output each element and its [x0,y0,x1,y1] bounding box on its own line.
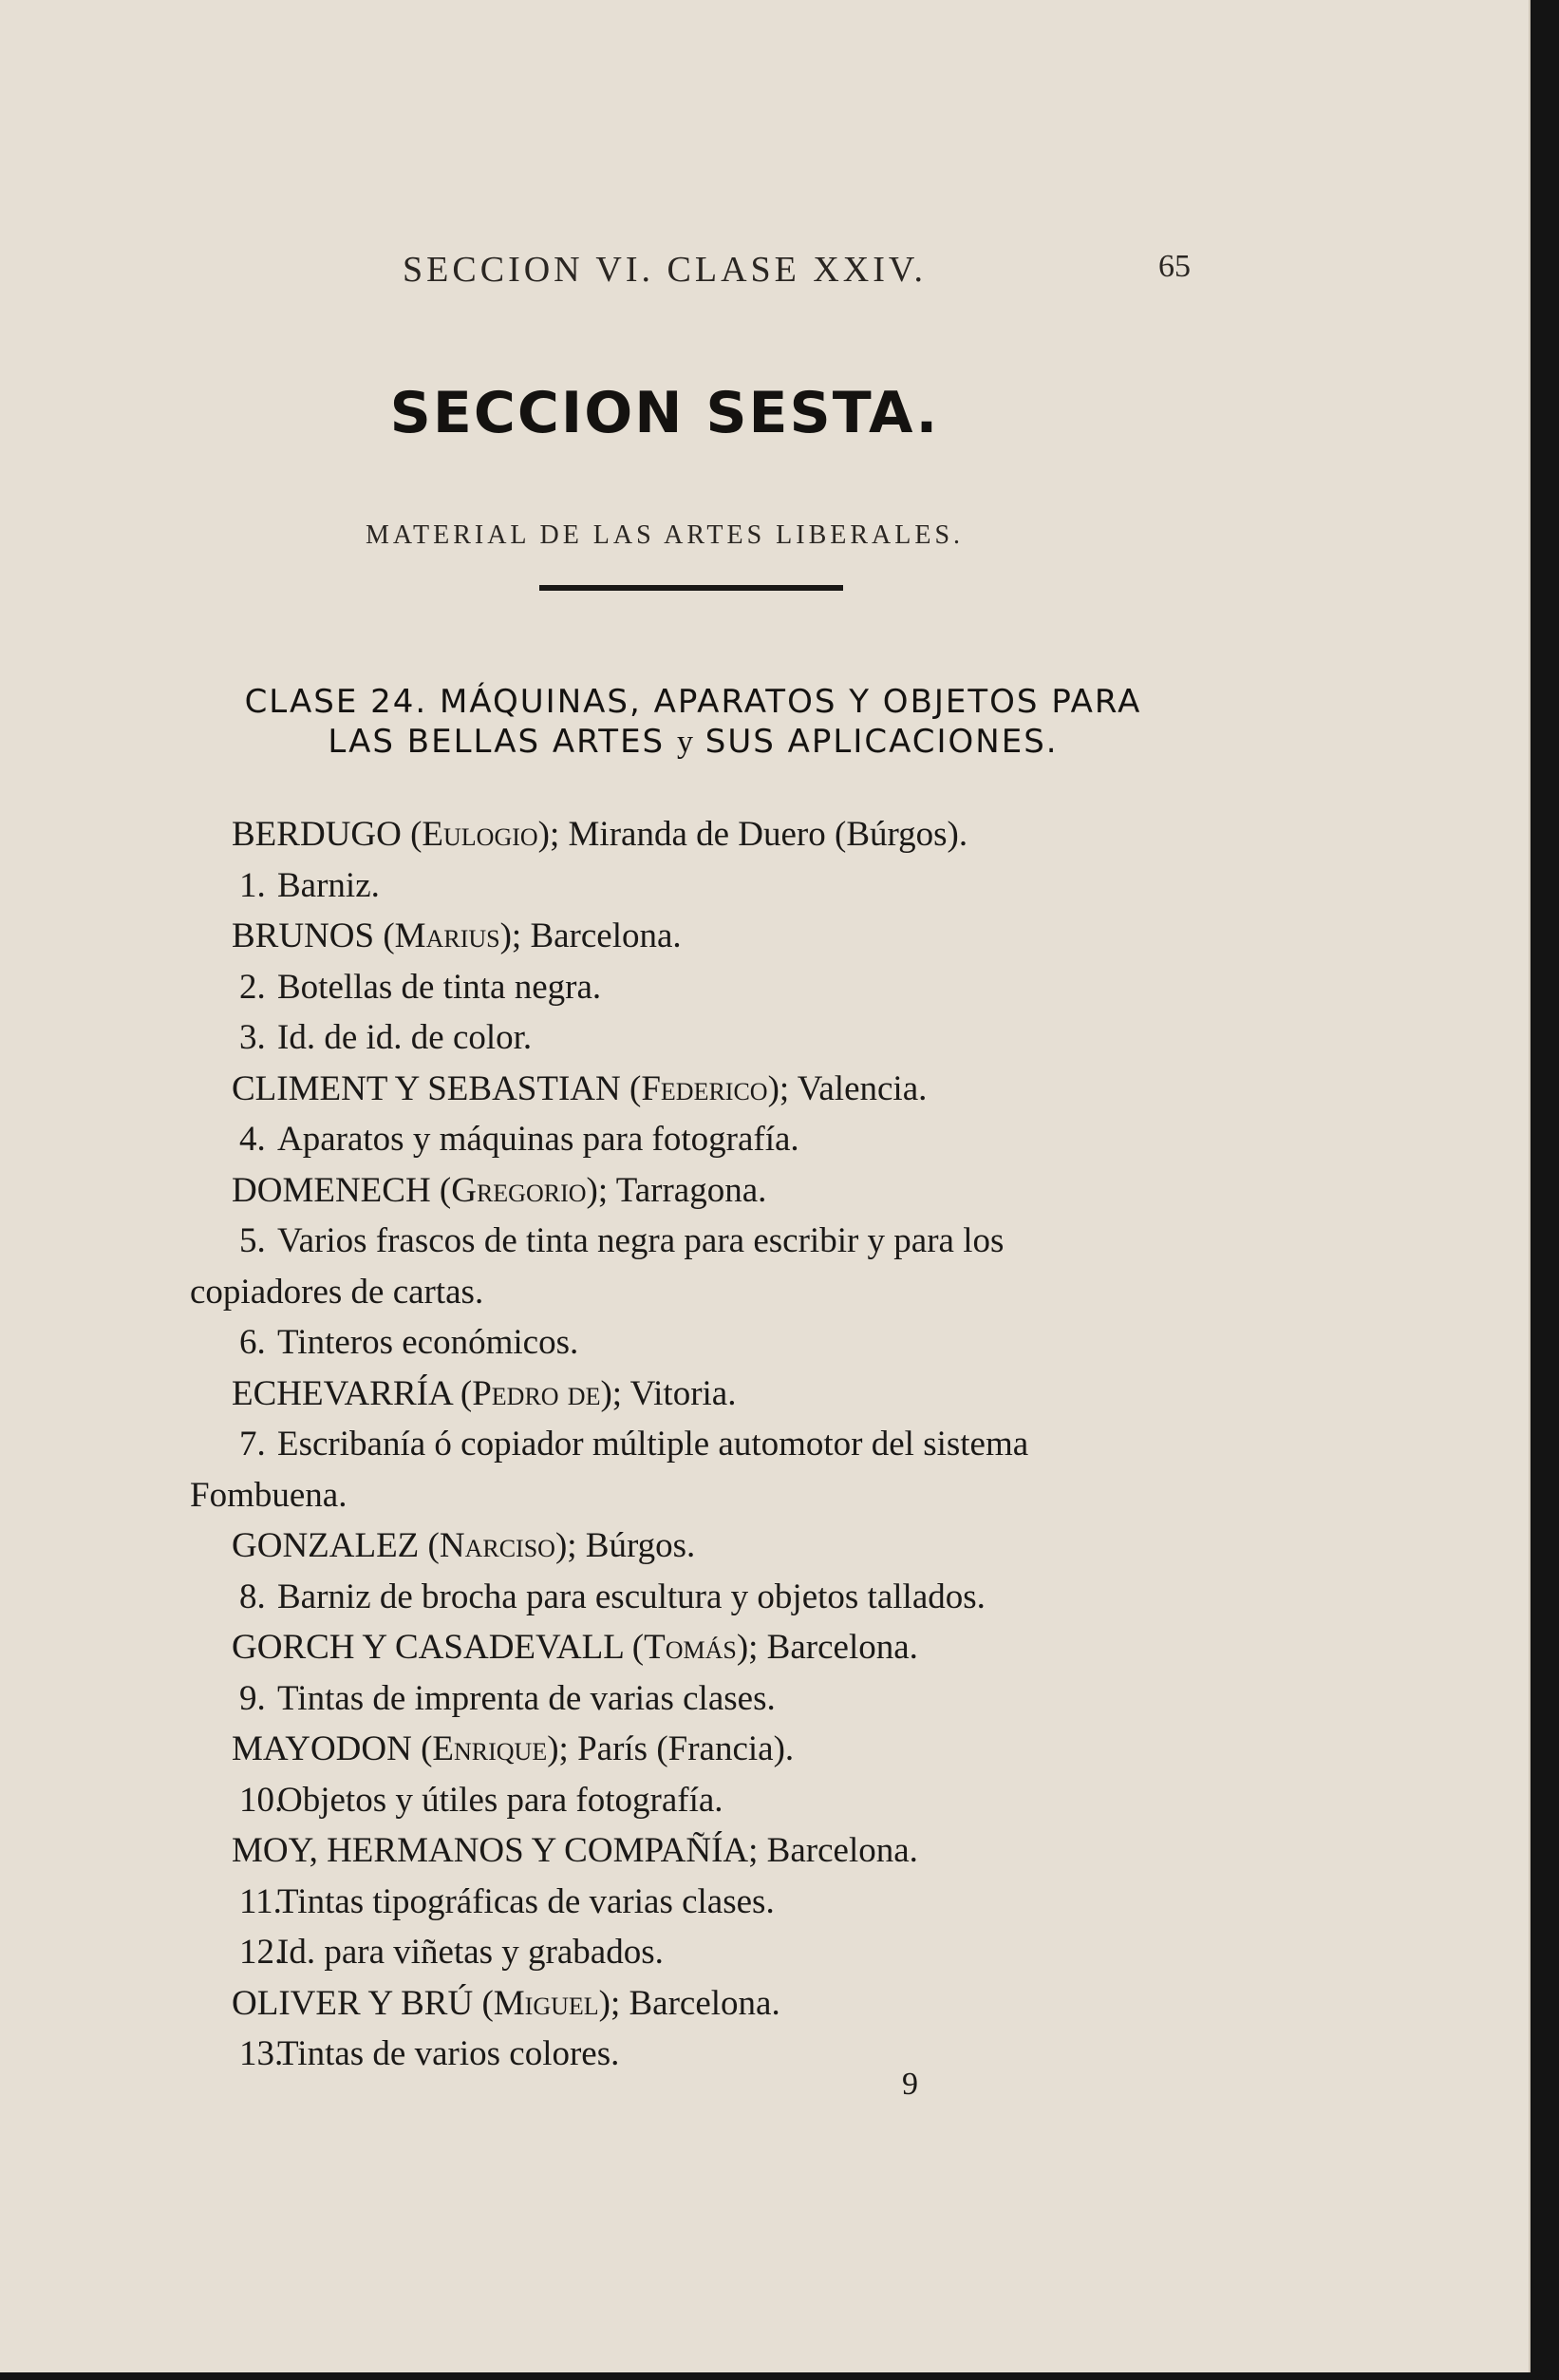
item-line [190,2029,1206,2080]
section-subtitle: MATERIAL DE LAS ARTES LIBERALES. [365,520,965,550]
class-heading [180,682,1206,763]
class-heading-part-a: LAS BELLAS ARTES [328,723,666,761]
item-number: 13. [239,2034,284,2073]
item-number: 11. [239,1881,282,1921]
exhibitor-given-name: Eulogio [422,815,538,854]
running-header [0,249,1529,296]
exhibitor-given-name: Pedro de [472,1373,601,1413]
item-text: Escribanía ó copiador múltiple automotor del sistema [277,1425,1029,1464]
signature-mark: 9 [902,2067,918,2102]
exhibitor-line [190,1978,1206,2030]
exhibitor-given-name: Tomás [644,1628,737,1667]
item-text: Id. para viñetas y grabados. [277,1933,664,1972]
exhibitor-line [190,1724,1206,1775]
exhibitor-name: MOY, HERMANOS Y COMPAÑÍA; Barcelona. [232,1831,918,1870]
exhibitor-name: ECHEVARRÍA ( [232,1373,473,1413]
continuation-line: copiadores de cartas. [190,1272,484,1312]
exhibitor-name: MAYODON ( [232,1729,433,1768]
item-text: Barniz. [277,865,380,905]
item-number: 2. [239,967,266,1007]
exhibitor-name: OLIVER Y BRÚ ( [232,1983,494,2023]
exhibitor-location: ); Tarragona. [586,1170,767,1210]
class-heading-part-b: SUS APLICACIONES. [704,723,1059,761]
item-line [190,1012,1206,1064]
item-text: Tintas tipográficas de varias clases. [277,1881,775,1921]
exhibitor-location: ); Vitoria. [600,1373,737,1413]
exhibitor-line [190,1165,1206,1217]
item-text: Id. de id. de color. [277,1018,533,1057]
class-heading-line2 [180,722,1206,763]
item-line [190,1673,1206,1725]
exhibitor-line [190,911,1206,962]
exhibitor-line [190,1622,1206,1673]
continuation-line: Fombuena. [190,1475,347,1515]
item-number: 5. [239,1221,266,1260]
item-text: Objetos y útiles para fotografía. [277,1780,723,1820]
exhibitor-name: GONZALEZ ( [232,1526,440,1565]
item-number: 10. [239,1780,284,1820]
exhibitor-given-name: Federico [641,1068,768,1108]
exhibitor-location: ); Barcelona. [736,1628,918,1667]
item-text: Tinteros económicos. [277,1323,579,1362]
item-number: 8. [239,1577,266,1616]
exhibitor-line [190,1064,1206,1115]
exhibitor-given-name: Miguel [493,1983,599,2023]
exhibitor-location: ); Barcelona. [598,1983,780,2023]
item-text: Varios frascos de tinta negra para escribir y para los [277,1221,1005,1260]
exhibitor-line [190,809,1206,860]
item-number: 3. [239,1018,266,1057]
item-number: 1. [239,865,266,905]
exhibitor-line [190,1521,1206,1572]
item-number: 12. [239,1933,284,1972]
exhibitor-given-name: Enrique [432,1729,548,1768]
item-line [190,1877,1206,1928]
item-text: Aparatos y máquinas para fotografía. [277,1120,799,1159]
exhibitor-location: ); París (Francia). [547,1729,795,1768]
item-number: 4. [239,1120,266,1159]
exhibitor-name: BERDUGO ( [232,815,423,854]
exhibitor-name: DOMENECH ( [232,1170,452,1210]
item-text: Botellas de tinta negra. [277,967,602,1007]
item-line [190,1114,1206,1165]
item-line [190,1572,1206,1623]
exhibitor-location: ); Miranda de Duero (Búrgos). [537,815,968,854]
item-line [190,1317,1206,1369]
exhibitor-line [190,1369,1206,1420]
item-number: 9. [239,1678,266,1718]
exhibitor-line [190,1825,1206,1877]
item-text: Barniz de brocha para escultura y objetos tallados. [277,1577,986,1616]
class-heading-line1: CLASE 24. MÁQUINAS, APARATOS Y OBJETOS PARA [244,683,1142,721]
exhibitor-location: ); Barcelona. [499,916,682,955]
item-line [190,1927,1206,1978]
item-line [190,962,1206,1013]
item-line [190,1419,1206,1470]
exhibitor-given-name: Narciso [439,1526,555,1565]
class-heading-part-y: y [676,725,693,760]
exhibitor-given-name: Marius [394,916,500,955]
item-line [190,1775,1206,1826]
catalogue-entries [190,809,1206,2080]
item-number: 6. [239,1323,266,1362]
exhibitor-given-name: Gregorio [451,1170,587,1210]
item-line [190,860,1206,912]
running-title: SECCION VI. CLASE XXIV. [403,250,927,290]
section-rule [539,585,843,591]
exhibitor-name: CLIMENT Y SEBASTIAN ( [232,1068,642,1108]
item-number: 7. [239,1425,266,1464]
exhibitor-name: GORCH Y CASADEVALL ( [232,1628,645,1667]
section-title: SECCION SESTA. [389,380,940,446]
item-text: Tintas de varios colores. [277,2034,620,2073]
exhibitor-location: ); Búrgos. [554,1526,696,1565]
exhibitor-location: ); Valencia. [767,1068,928,1108]
page-number: 65 [1158,249,1191,284]
item-line [190,1216,1206,1267]
item-text: Tintas de imprenta de varias clases. [277,1678,776,1718]
exhibitor-name: BRUNOS ( [232,916,395,955]
